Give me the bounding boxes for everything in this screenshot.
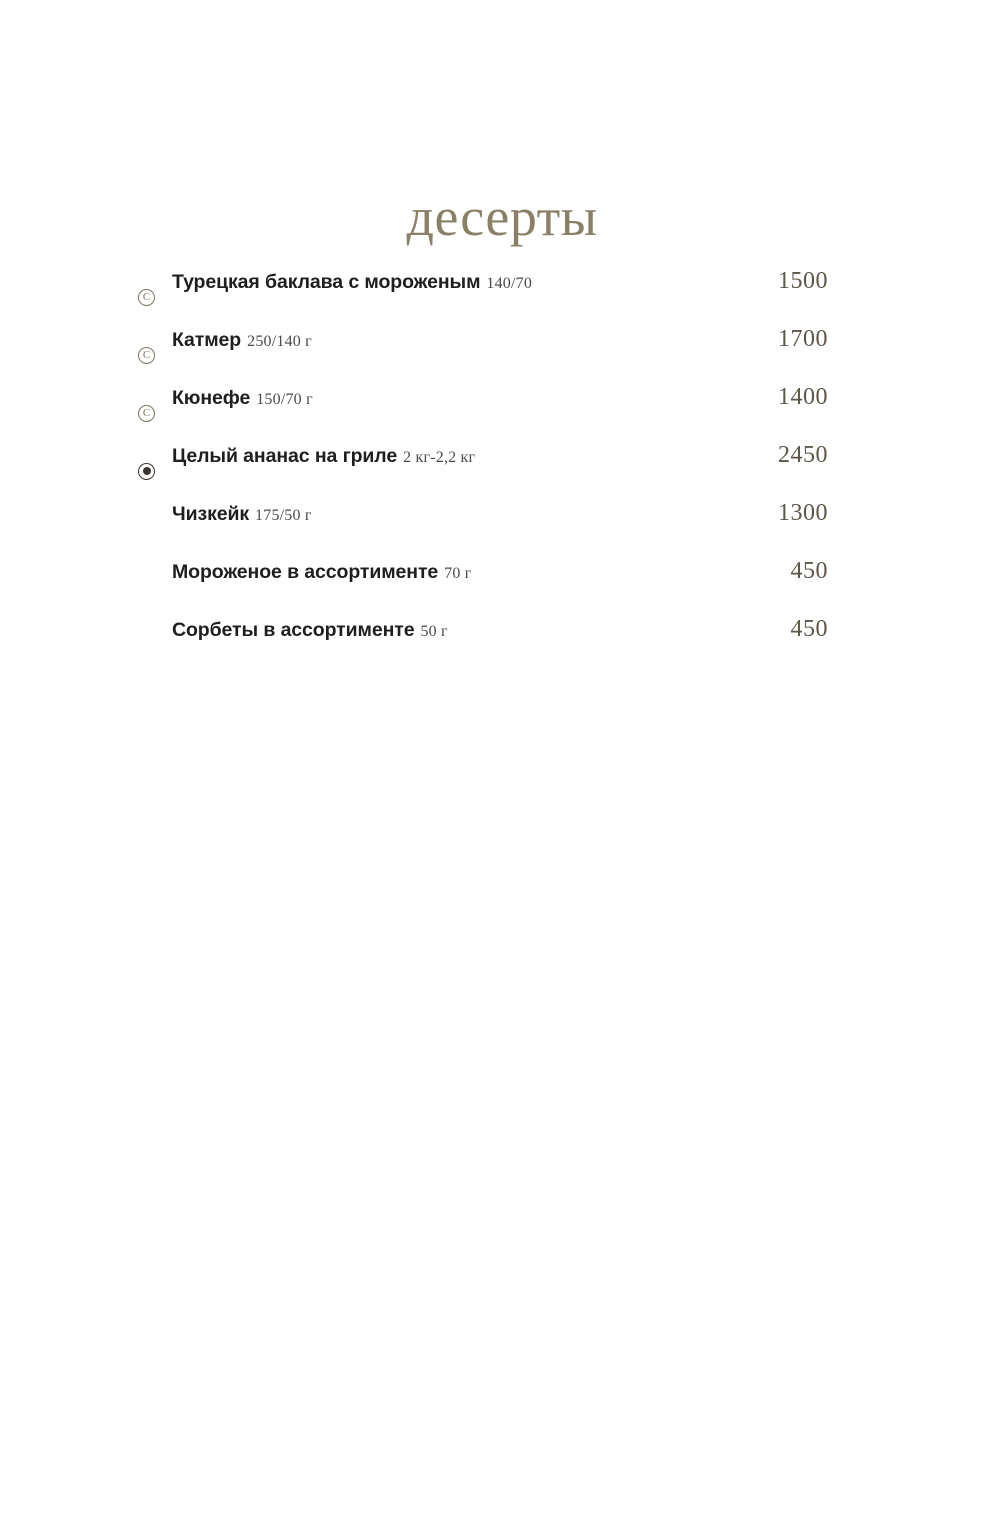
menu-item-name: Катмер (172, 329, 242, 351)
menu-item-weight: 50 г (420, 623, 448, 640)
dessert-menu-list (138, 268, 828, 674)
c-circle-icon: C (138, 347, 155, 364)
menu-item-weight: 250/140 г (247, 333, 312, 350)
menu-item-name: Сорбеты в ассортименте (172, 619, 415, 641)
page-title: десерты (406, 187, 598, 248)
menu-item-row (138, 442, 828, 500)
no-marker-icon (138, 521, 155, 538)
menu-item-weight: 175/50 г (255, 507, 312, 524)
marker-cell (138, 558, 172, 616)
menu-item-name-cell (172, 503, 708, 526)
menu-item-price: 450 (790, 616, 828, 642)
menu-item-weight: 2 кг-2,2 кг (403, 449, 476, 466)
menu-item-name-cell (172, 561, 708, 584)
marker-cell (138, 268, 172, 326)
marker-cell (138, 442, 172, 500)
menu-item-name: Чизкейк (172, 503, 250, 525)
menu-item-name-cell (172, 445, 708, 468)
marker-cell (138, 384, 172, 442)
menu-item-name-cell (172, 387, 708, 410)
menu-item-price: 2450 (778, 442, 828, 468)
menu-item-row (138, 268, 828, 326)
filled-circle-icon (138, 463, 155, 480)
marker-cell (138, 500, 172, 558)
menu-item-price: 1300 (778, 500, 828, 526)
menu-item-row (138, 500, 828, 558)
menu-item-name: Целый ананас на гриле (172, 445, 398, 467)
menu-item-price: 1400 (778, 384, 828, 410)
menu-item-name-cell (172, 271, 708, 294)
marker-cell (138, 616, 172, 674)
menu-item-weight: 150/70 г (256, 391, 313, 408)
menu-item-row (138, 558, 828, 616)
menu-item-price: 1700 (778, 326, 828, 352)
no-marker-icon (138, 637, 155, 654)
menu-item-name: Кюнефе (172, 387, 251, 409)
menu-item-row (138, 384, 828, 442)
menu-item-name: Турецкая баклава с мороженым (172, 271, 481, 293)
menu-item-price: 1500 (778, 268, 828, 294)
c-circle-icon: C (138, 405, 155, 422)
menu-item-name-cell (172, 619, 708, 642)
no-marker-icon (138, 579, 155, 596)
c-circle-icon: C (138, 289, 155, 306)
menu-item-row (138, 616, 828, 674)
menu-item-name: Мороженое в ассортименте (172, 561, 439, 583)
menu-item-row (138, 326, 828, 384)
menu-item-weight: 70 г (444, 565, 472, 582)
menu-item-weight: 140/70 (486, 275, 533, 292)
marker-cell (138, 326, 172, 384)
menu-item-price: 450 (790, 558, 828, 584)
menu-item-name-cell (172, 329, 708, 352)
